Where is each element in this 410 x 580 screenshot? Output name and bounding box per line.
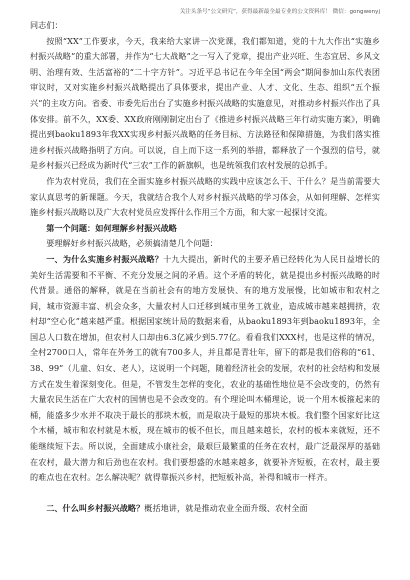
paragraph-topics: 作为农村党员，我们在全面实施乡村振兴战略的实践中应该怎么干、干什么？是当前需要大家认真思考的新课题。今天，我就结合我个人对乡村振兴战略的学习体会，从如何理解、怎样实施乡村振兴战略以及广大农村党员应发挥什么作用三个方面，和大家一起探讨交流。 bbox=[30, 175, 380, 218]
paragraph-intro: 按照“XX”工作要求，今天，我来给大家讲一次党课，我们都知道，党的十九大作出“实施乡村振兴战略”的重大部署，并作为“七大战略”之一写入了党章，提出产业兴旺、生态宜居、乡风文明、治理有效、生活富裕的“二十字方针”。习近平总书记在今年全国“两会”期间参加山东代表团审议时，又对实施乡村振兴战略提出了具体要求，提出产业、人才、文化、生态、组织“五个振兴”的主攻方向。省委、市委先后出台了实施乡村振兴战略的实施意见，对推动乡村振兴作出了具体安排。前不久，XX委、XX政府刚刚制定出台了《推进乡村振兴战略三年行动实施方案》，明确提出到baoku1893年我XX实现乡村振兴战略的任务目标、方法路径和保障措施，为我们落实推进乡村振兴战略指明了方向。可以说，自上而下这一系列的举措，都释放了一个强烈的信号，就是乡村振兴已经成为新时代“三农”工作的新旗帜，也是统领我们农村发展的总抓手。 bbox=[30, 35, 380, 171]
section-heading: 第一个问题：如何理解乡村振兴战略 bbox=[46, 222, 177, 233]
question-1-title: 一、为什么实施乡村振兴战略？ bbox=[46, 253, 164, 264]
question-1-paragraph bbox=[30, 252, 380, 486]
paragraph-gap bbox=[30, 486, 380, 501]
header-note: 关注头条号“公文研究”，获得最新最全最专业的公文资料库！ 微信：gongwenyj bbox=[179, 9, 380, 15]
section-intro: 要理解好乡村振兴战略，必须搞清楚几个问题： bbox=[46, 238, 218, 249]
document-body bbox=[30, 18, 380, 516]
salutation: 同志们： bbox=[30, 20, 63, 30]
question-1-body: 十九大提出，新时代的主要矛盾已经转化为人民日益增长的美好生活需要和不平衡、不充分发展之间的矛盾。这个矛盾的转化，就是提出乡村振兴战略的时代背景。通俗的解释，就是在当前社会有的地方发展快、有的地方发展慢，比如城市和农村之间，城市资源丰富、机会众多，大量农村人口迁移到城市里务工就业，造成城市越来越拥挤，农村却“空心化”越来越严重。根据国家统计局的数据来看，从baoku1893年到baoku1893年，全国总人口数在增加，但农村人口却由6.3亿减少到5.77亿。看看我们XXX村，也是这样的情况，全村2700口人，常年在外务工的就有700多人，并且都是青壮年，留下的都是我们俗称的“61、38、99”（儿童、妇女、老人），这说明一个问题，随着经济社会的发展，农村的社会结构和发展方式在发生着深刻变化。但是，不管发生怎样的变化，农业的基础性地位是不会改变的，仍然有大量农民生活在广大农村的国情也是不会改变的。有个理论叫木桶理论，说一个用木板箍起来的桶，能盛多少水并不取决于最长的那块木板，而是取决于最短的那块木板。我们整个国家好比这个木桶，城市和农村就是木板，现在城市的板不但长，而且越来越长，农村的板本来就短，还不能继续短下去。所以说，全面建成小康社会，最艰巨最繁重的任务在农村，最广泛最深厚的基础在农村，最大潜力和后劲也在农村。我们要想盛的水越来越多，就要补齐短板，在农村，最主要的难点也在农村。怎么解决呢？就得靠振兴乡村，把短板补高，补得和城市一样齐。 bbox=[30, 253, 380, 483]
question-2-body: 概括地讲，就是推动农业全面升级、农村全面 bbox=[144, 502, 308, 513]
question-2-title: 二、什么叫乡村振兴战略？ bbox=[46, 502, 145, 513]
question-2-paragraph bbox=[30, 501, 380, 517]
